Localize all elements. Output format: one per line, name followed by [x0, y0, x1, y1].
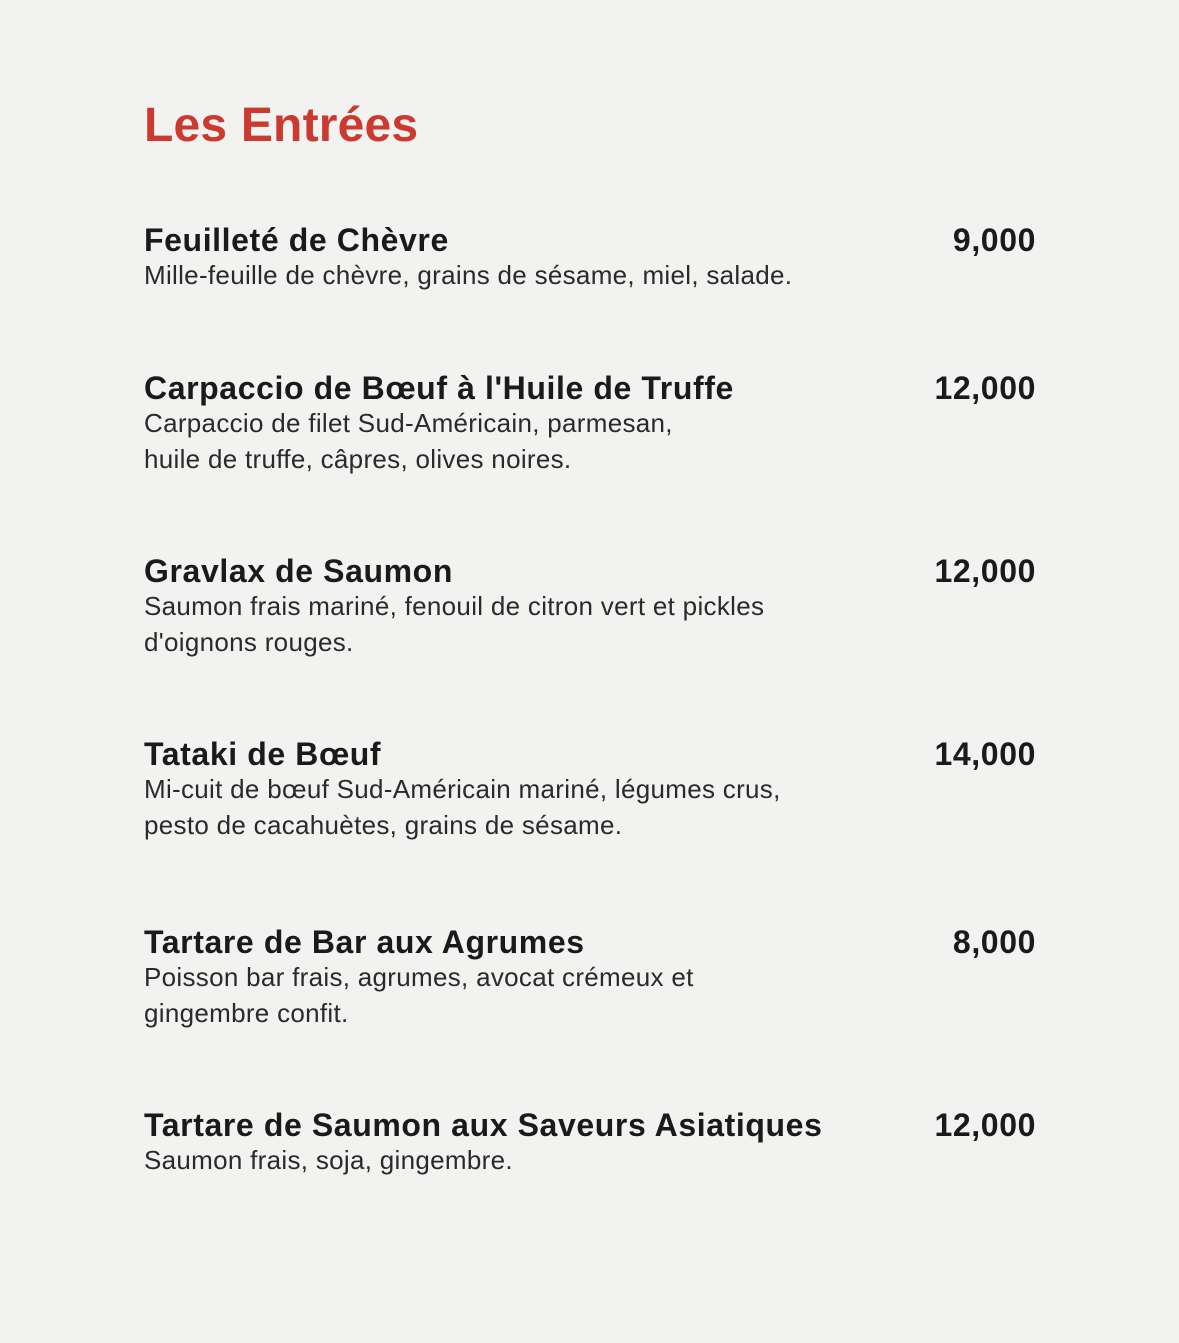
dish-description: [144, 405, 944, 477]
menu-item-header: [144, 368, 1036, 408]
dish-price: 14,000: [934, 736, 1036, 772]
dish-price: 8,000: [952, 924, 1036, 960]
dish-description-line: huile de truffe, câpres, olives noires.: [144, 444, 572, 474]
dish-description: [144, 588, 944, 660]
menu-item-header: [144, 1105, 1036, 1145]
dish-description-line: pesto de cacahuètes, grains de sésame.: [144, 810, 623, 840]
menu-item: [144, 1105, 1036, 1178]
dish-price: 12,000: [934, 1107, 1036, 1143]
menu-item: [144, 922, 1036, 1031]
dish-description: [144, 1142, 944, 1178]
dish-description-line: Saumon frais mariné, fenouil de citron vert et pickles: [144, 591, 765, 621]
dish-description: [144, 257, 944, 293]
dish-price: 12,000: [934, 370, 1036, 406]
dish-name: Carpaccio de Bœuf à l'Huile de Truffe: [144, 370, 734, 406]
dish-name: Feuilleté de Chèvre: [144, 222, 449, 258]
dish-name: Tataki de Bœuf: [144, 736, 382, 772]
section-title: Les Entrées: [144, 99, 419, 152]
dish-description-line: gingembre confit.: [144, 998, 349, 1028]
menu-item: [144, 220, 1036, 293]
dish-description: [144, 771, 944, 843]
dish-name: Tartare de Saumon aux Saveurs Asiatiques: [144, 1107, 823, 1143]
dish-description-line: Saumon frais, soja, gingembre.: [144, 1145, 513, 1175]
dish-price: 9,000: [952, 222, 1036, 258]
dish-description-line: Carpaccio de filet Sud-Américain, parmesan,: [144, 408, 673, 438]
dish-description-line: Mi-cuit de bœuf Sud-Américain mariné, légumes crus,: [144, 774, 781, 804]
menu-item-header: [144, 734, 1036, 774]
dish-price: 12,000: [934, 553, 1036, 589]
menu-item: [144, 551, 1036, 660]
dish-description-line: d'oignons rouges.: [144, 627, 354, 657]
dish-name: Tartare de Bar aux Agrumes: [144, 924, 585, 960]
menu-item-header: [144, 220, 1036, 260]
dish-description: [144, 959, 944, 1031]
menu-item-header: [144, 551, 1036, 591]
menu-item: [144, 368, 1036, 477]
dish-description-line: Mille-feuille de chèvre, grains de sésame, miel, salade.: [144, 260, 793, 290]
dish-description-line: Poisson bar frais, agrumes, avocat crémeux et: [144, 962, 694, 992]
menu-item-header: [144, 922, 1036, 962]
menu-item: [144, 734, 1036, 843]
dish-name: Gravlax de Saumon: [144, 553, 453, 589]
